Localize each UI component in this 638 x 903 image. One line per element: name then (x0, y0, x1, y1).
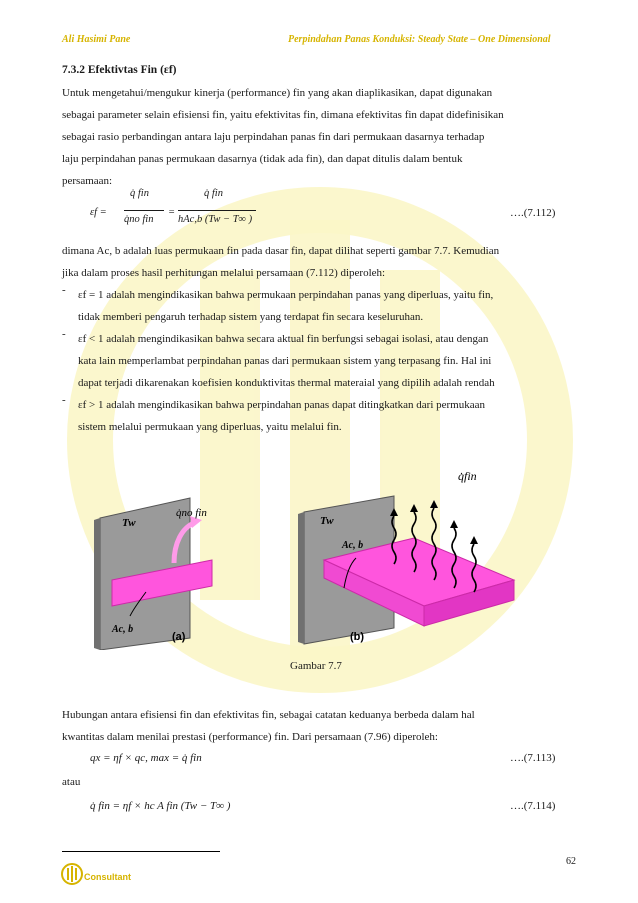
text-line: persamaan: (62, 175, 113, 187)
bullet-item (78, 394, 578, 438)
text-line: εf > 1 adalah mengindikasikan bahwa perpindahan panas dapat ditingkatkan dari permukaan (78, 399, 485, 411)
fraction-bar (178, 210, 256, 211)
bullet-item (78, 284, 578, 328)
text-line: Hubungan antara efisiensi fin dan efektivitas fin, sebagai catatan keduanya berbeda dalam hal (62, 709, 475, 721)
text-line: jika dalam proses hasil perhitungan melalui persamaan (7.112) diperoleh: (62, 267, 386, 279)
label-tw-a: Tw (122, 517, 136, 529)
label-acb-b: Ac, b (342, 540, 364, 551)
bullet-dash: - (62, 284, 66, 296)
text-line: sistem melalui permukaan yang diperluas, yaitu melalui fin. (78, 421, 342, 433)
label-acb-a: Ac, b (112, 624, 134, 635)
text-line: laju perpindahan panas permukaan dasarnya (tidak ada fin), dan dapat ditulis dalam bentuk (62, 153, 463, 165)
footer-brand: Consultant (84, 872, 131, 882)
paragraph-dimana (62, 240, 578, 284)
equation-7-113: qx = ηf × qc, max = q̇ fin (90, 752, 202, 764)
bullet-item (78, 328, 578, 394)
header-author: Ali Hasimi Pane (62, 34, 131, 45)
figure-caption: Gambar 7.7 (290, 660, 342, 672)
text-line: εf = 1 adalah mengindikasikan bahwa permukaan perpindahan panas yang diperluas, yaitu fin, (78, 289, 494, 301)
eq-num2: q̇ fin (204, 188, 223, 199)
equation-number: ….(7.114) (510, 800, 556, 812)
fraction-bar (124, 210, 164, 211)
text-line: kata lain memperlambat perpindahan panas dari permukaan sistem yang terpasang fin. Hal ini (78, 355, 492, 367)
paragraph-intro (62, 82, 578, 192)
eq-sign: = (168, 207, 176, 218)
header-title: Perpindahan Panas Konduksi: Steady State – One Dimensional (288, 34, 551, 45)
eq-den2: hAc,b (Tw − T∞ ) (178, 214, 253, 225)
figure-b (298, 469, 514, 644)
section-heading: 7.3.2 Efektivtas Fin (εf) (62, 64, 177, 76)
label-qnofin: q̇no fin (176, 507, 207, 519)
brand-logo-icon (60, 862, 84, 886)
equation-number: ….(7.112) (510, 207, 556, 219)
text-line: sebagai parameter selain efisiensi fin, yaitu efektivitas fin, dimana efektivitas fin dapat didefinisikan (62, 109, 504, 121)
eq-den1: q̇no fin (124, 214, 154, 225)
page-number: 62 (566, 856, 576, 867)
text-atau: atau (62, 776, 81, 788)
text-line: εf < 1 adalah mengindikasikan bahwa secara aktual fin berfungsi sebagai isolasi, atau dengan (78, 333, 489, 345)
text-line: kwantitas dalam menilai prestasi (performance) fin. Dari persamaan (7.96) diperoleh: (62, 731, 438, 743)
figure-a (94, 498, 212, 650)
label-b: (b) (350, 631, 365, 643)
eq-lhs: εf = (90, 207, 107, 218)
text-line: Untuk mengetahui/mengukur kinerja (performance) fin yang akan diaplikasikan, dapat digunakan (62, 87, 493, 99)
equation-number: ….(7.113) (510, 752, 556, 764)
text-line: tidak memberi pengaruh terhadap sistem yang terdapat fin secara keseluruhan. (78, 311, 424, 323)
bullet-dash: - (62, 328, 66, 340)
bullet-dash: - (62, 394, 66, 406)
equation-7-114: q̇ fin = ηf × hc A fin (Tw − T∞ ) (90, 800, 231, 812)
eq-num1: q̇ fin (130, 188, 149, 199)
footer-rule (62, 851, 220, 852)
label-qfin: q̇fin (458, 469, 477, 483)
text-line: sebagai rasio perbandingan antara laju perpindahan panas fin dari permukaan dasarnya terhadap (62, 131, 485, 143)
text-line: dimana Ac, b adalah luas permukaan fin pada dasar fin, dapat dilihat seperti gambar 7.7. Kemudian (62, 245, 500, 257)
figure-7-7 (94, 468, 542, 650)
label-a: (a) (172, 631, 186, 643)
text-line: dapat terjadi dikarenakan koefisien konduktivitas thermal materaial yang dipilih adalah rendah (78, 377, 495, 389)
paragraph-hubungan (62, 704, 578, 748)
label-tw-b: Tw (320, 515, 334, 527)
